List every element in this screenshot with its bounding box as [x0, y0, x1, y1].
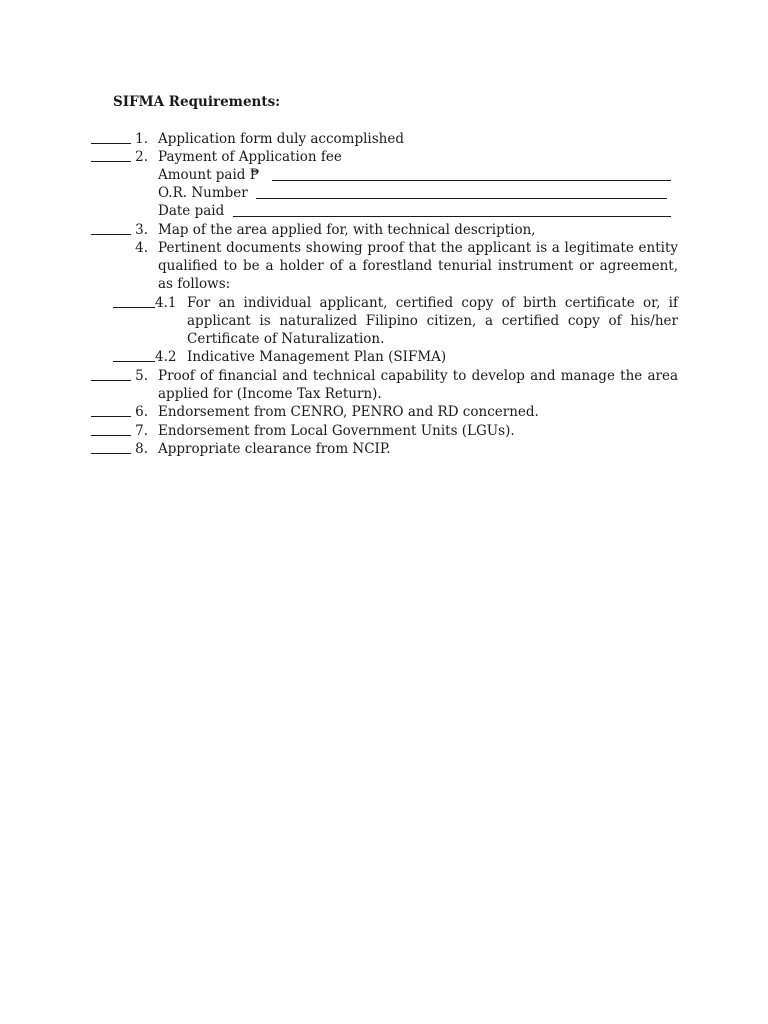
- item-number-2: 2.: [135, 149, 148, 165]
- item-text-7: Endorsement from Local Government Units (LGUs).: [158, 423, 515, 439]
- checkbox-blank-4-1[interactable]: [113, 307, 155, 308]
- item-number-4: 4.: [135, 240, 148, 256]
- date-paid-field[interactable]: [233, 216, 671, 217]
- item-text-4: Pertinent documents showing proof that the applicant is a legitimate entity qualified to be a holder of a forestland tenurial instrument or agreement, as follows:: [158, 240, 678, 292]
- item-number-4-1: 4.1: [155, 295, 177, 311]
- checkbox-blank-6[interactable]: [91, 416, 131, 417]
- checkbox-blank-4-2[interactable]: [113, 361, 155, 362]
- amount-paid-field[interactable]: [272, 180, 671, 181]
- or-number-field[interactable]: [256, 198, 667, 199]
- item-number-5: 5.: [135, 368, 148, 384]
- document-title: SIFMA Requirements:: [113, 94, 281, 110]
- item-number-6: 6.: [135, 404, 148, 420]
- date-paid-label: Date paid: [158, 203, 225, 219]
- item-text-4-1: For an individual applicant, certified copy of birth certificate or, if applicant is naturalized Filipino citizen, a certified copy of his/her Certificate of Naturalization.: [187, 295, 678, 347]
- item-number-4-2: 4.2: [155, 349, 177, 365]
- item-text-3: Map of the area applied for, with technical description,: [158, 222, 536, 238]
- checkbox-blank-7[interactable]: [91, 435, 131, 436]
- item-text-1: Application form duly accomplished: [158, 131, 405, 147]
- item-text-8: Appropriate clearance from NCIP.: [158, 441, 391, 457]
- item-text-2: Payment of Application fee: [158, 149, 342, 165]
- item-number-7: 7.: [135, 423, 148, 439]
- checkbox-blank-3[interactable]: [91, 234, 131, 235]
- item-text-5: Proof of financial and technical capability to develop and manage the area applied for (Income Tax Return).: [158, 368, 678, 402]
- item-text-4-2: Indicative Management Plan (SIFMA): [187, 349, 447, 365]
- checkbox-blank-2[interactable]: [91, 161, 131, 162]
- checkbox-blank-1[interactable]: [91, 143, 131, 144]
- item-number-8: 8.: [135, 441, 148, 457]
- amount-paid-label: Amount paid ₱: [158, 167, 260, 183]
- checkbox-blank-5[interactable]: [91, 380, 131, 381]
- checkbox-blank-8[interactable]: [91, 453, 131, 454]
- or-number-label: O.R. Number: [158, 185, 248, 201]
- item-number-1: 1.: [135, 131, 148, 147]
- item-text-6: Endorsement from CENRO, PENRO and RD concerned.: [158, 404, 539, 420]
- item-number-3: 3.: [135, 222, 148, 238]
